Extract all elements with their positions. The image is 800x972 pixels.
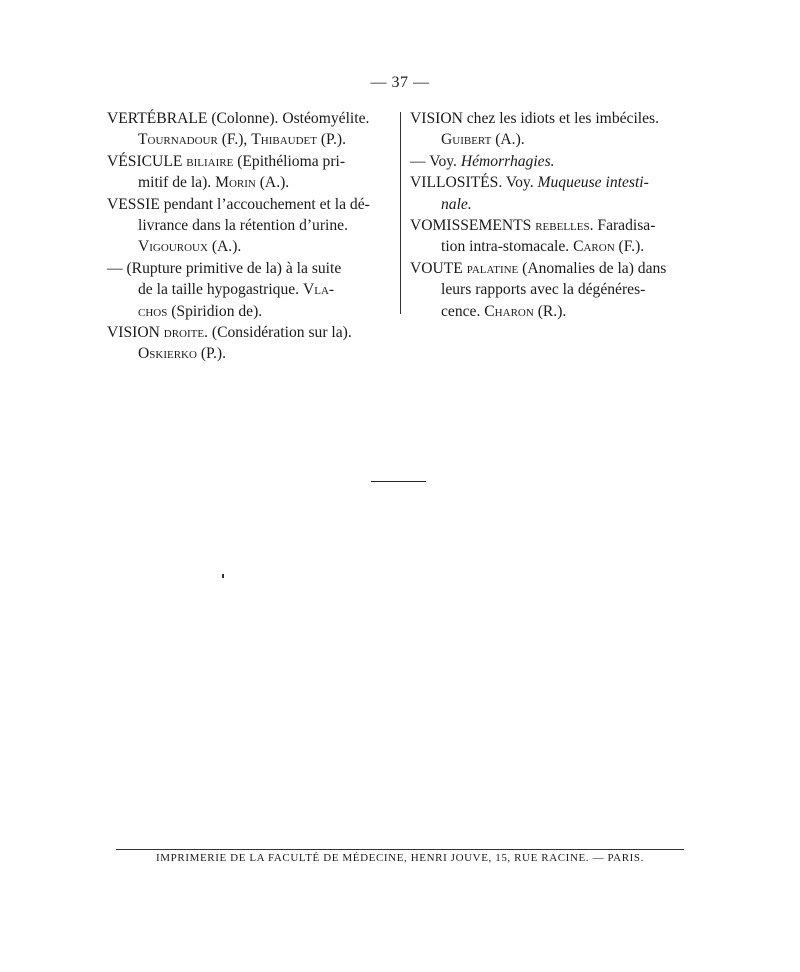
section-end-rule	[371, 481, 426, 482]
author-name: Caron	[573, 238, 615, 256]
entry-line	[107, 172, 394, 193]
index-entry	[410, 215, 690, 258]
index-entry	[410, 258, 690, 322]
entry-line	[410, 151, 690, 172]
page-number: — 37 —	[370, 74, 430, 91]
entry-text: (P.).	[316, 131, 346, 149]
entry-text: livrance dans la rétention d’urine.	[138, 217, 348, 235]
entry-text: VISION chez les idiots et les imbéciles.	[410, 110, 660, 127]
left-column	[107, 108, 394, 365]
entry-line	[410, 129, 690, 150]
entry-text: VISION	[107, 324, 164, 342]
entry-text: VÉSICULE	[107, 152, 187, 170]
entry-text: de la taille hypogastrique.	[138, 281, 303, 299]
entry-text: VOMISSEMENTS	[410, 217, 536, 235]
index-entry	[410, 151, 690, 172]
author-name: Vigouroux	[138, 238, 208, 256]
entry-text: . (Considération sur la).	[204, 324, 352, 342]
entry-line	[410, 108, 690, 129]
entry-text: (R.).	[533, 302, 567, 320]
entry-line	[107, 258, 394, 279]
author-name: Guibert	[441, 131, 492, 149]
entry-line	[107, 129, 394, 150]
cross-reference: nale.	[441, 195, 472, 213]
entry-text: (A.).	[491, 131, 525, 149]
entry-text: tion intra-stomacale.	[441, 238, 574, 256]
author-name: biliaire	[186, 152, 234, 170]
entry-text: (Spiridion de).	[167, 302, 263, 320]
cross-reference: Hémorrhagies.	[460, 152, 555, 170]
entry-line	[107, 343, 394, 364]
entry-text: — (Rupture primitive de la) à la suite	[107, 259, 342, 277]
entry-text: (Anomalies de la) dans	[518, 259, 667, 277]
index-entry	[107, 322, 394, 365]
index-entry	[410, 108, 690, 151]
entry-text: . Faradisa-	[589, 217, 656, 235]
entry-line	[107, 151, 394, 172]
entry-line	[410, 194, 690, 215]
entry-line	[410, 172, 690, 193]
author-name: Tournadour	[138, 131, 218, 149]
entry-text: (F.),	[217, 131, 252, 149]
entry-text: VOUTE	[410, 259, 467, 277]
entry-text: leurs rapports avec la dégénéres-	[441, 281, 646, 299]
entry-text: (P.).	[196, 345, 226, 363]
right-column	[410, 108, 690, 322]
entry-text: VILLOSITÉS. Voy.	[410, 174, 538, 192]
entry-line	[410, 301, 690, 322]
author-name: Morin	[215, 174, 256, 192]
index-entry	[107, 108, 394, 151]
entry-text: — Voy.	[410, 152, 461, 170]
entry-text: (A.).	[207, 238, 242, 256]
author-name: rebelles	[535, 217, 590, 235]
entry-line	[107, 322, 394, 343]
author-name: palatine	[466, 259, 519, 277]
entry-line	[107, 215, 394, 236]
entry-text: cence.	[441, 302, 485, 320]
footer-rule	[116, 849, 684, 850]
entry-line	[107, 301, 394, 322]
entry-line	[107, 279, 394, 300]
entry-text: (A.).	[255, 174, 290, 192]
printer-imprint: IMPRIMERIE DE LA FACULTÉ DE MÉDECINE, HENRI JOUVE, 15, RUE RACINE. — PARIS.	[156, 852, 644, 864]
author-name: Charon	[484, 302, 534, 320]
entry-line	[410, 236, 690, 257]
author-name: chos	[138, 302, 168, 320]
cross-reference: Muqueuse intesti-	[537, 174, 649, 192]
entry-text: VESSIE pendant l’accouchement et la dé-	[107, 195, 370, 213]
print-speck	[222, 574, 224, 578]
entry-text: (Epithélioma pri-	[233, 152, 346, 170]
author-name: droite	[163, 324, 205, 342]
index-entry	[107, 194, 394, 258]
entry-line	[410, 215, 690, 236]
author-name: Thibaudet	[251, 131, 317, 149]
column-divider	[400, 112, 401, 314]
entry-line	[107, 236, 394, 257]
entry-text: mitif de la).	[138, 174, 216, 192]
index-entry	[410, 172, 690, 215]
author-name: Vla-	[302, 281, 335, 299]
entry-line	[107, 108, 394, 129]
entry-line	[410, 279, 690, 300]
entry-text: VERTÉBRALE (Colonne). Ostéomyélite.	[107, 110, 370, 127]
entry-line	[107, 194, 394, 215]
index-entry	[107, 258, 394, 322]
index-entry	[107, 151, 394, 194]
author-name: Oskierko	[138, 345, 197, 363]
entry-line	[410, 258, 690, 279]
entry-text: (F.).	[614, 238, 645, 256]
